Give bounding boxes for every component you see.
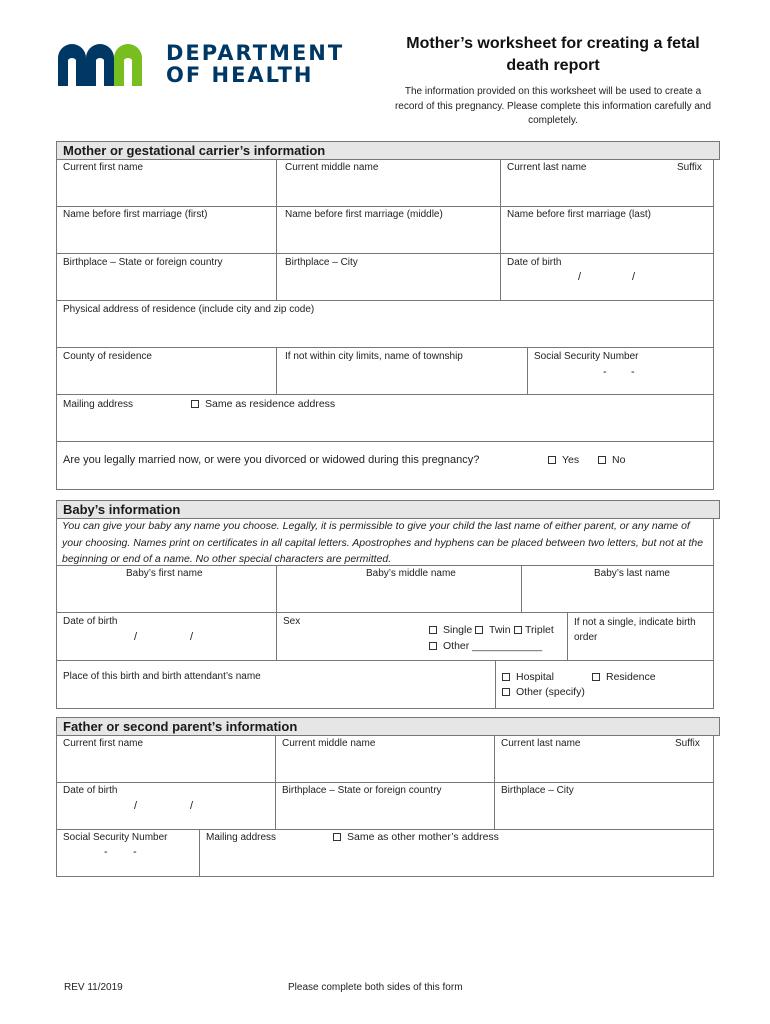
- twin-checkbox[interactable]: [475, 626, 483, 634]
- maiden-first-label: Name before first marriage (first): [63, 209, 208, 220]
- mother-last-name-label: Current last name: [507, 162, 587, 173]
- single-option[interactable]: [429, 624, 472, 636]
- date-separator: /: [134, 631, 138, 643]
- twin-option[interactable]: [475, 624, 511, 636]
- triplet-label: Triplet: [525, 624, 554, 636]
- other-multiple-label: Other ____________: [443, 640, 543, 652]
- birth-order-label: If not a single, indicate birth order: [574, 617, 696, 643]
- father-first-name-label: Current first name: [63, 738, 144, 749]
- father-mailing-label: Mailing address: [206, 832, 277, 843]
- revision-label: REV 11/2019: [64, 982, 123, 993]
- mother-birthplace-state-label: Birthplace – State or foreign country: [63, 257, 223, 268]
- same-as-residence-checkbox[interactable]: [191, 400, 199, 408]
- triplet-checkbox[interactable]: [514, 626, 522, 634]
- single-checkbox[interactable]: [429, 626, 437, 634]
- county-label: County of residence: [63, 351, 152, 362]
- logo-text: [166, 42, 344, 86]
- place-of-birth-row: [56, 660, 714, 709]
- hospital-checkbox[interactable]: [502, 673, 510, 681]
- father-suffix-label: Suffix: [675, 738, 700, 749]
- same-as-mother-label: Same as other mother’s address: [347, 831, 499, 843]
- baby-middle-name-label: Baby’s middle name: [366, 568, 456, 579]
- father-ssn-label: Social Security Number: [63, 832, 168, 843]
- father-name-row: [56, 735, 714, 783]
- married-no-checkbox[interactable]: [598, 456, 606, 464]
- married-question-label: Are you legally married now, or were you divorced or widowed during this pregnancy?: [63, 454, 480, 466]
- other-place-label: Other (specify): [516, 686, 585, 698]
- mother-middle-name-label: Current middle name: [285, 162, 379, 173]
- mother-ssn-label: Social Security Number: [534, 351, 639, 362]
- mother-suffix-label: Suffix: [677, 162, 702, 173]
- hospital-label: Hospital: [516, 671, 554, 683]
- same-as-mother-checkbox[interactable]: [333, 833, 341, 841]
- father-section-heading: Father or second parent’s information: [56, 717, 720, 736]
- father-last-name-label: Current last name: [501, 738, 581, 749]
- other-multiple-checkbox[interactable]: [429, 642, 437, 650]
- residence-checkbox[interactable]: [592, 673, 600, 681]
- married-no-option[interactable]: [598, 454, 625, 466]
- mn-logo-icon: [56, 40, 164, 90]
- mother-first-name-label: Current first name: [63, 162, 144, 173]
- hospital-option[interactable]: [502, 671, 554, 683]
- other-place-option[interactable]: [502, 686, 585, 698]
- maiden-last-label: Name before first marriage (last): [507, 209, 651, 220]
- father-dob-label: Date of birth: [63, 785, 118, 796]
- mother-name-row: [56, 159, 714, 207]
- same-as-mother-option[interactable]: [333, 831, 499, 843]
- triplet-option[interactable]: [514, 624, 554, 636]
- date-separator: /: [578, 271, 582, 283]
- father-birthplace-state-label: Birthplace – State or foreign country: [282, 785, 442, 796]
- ssn-separator: -: [133, 846, 137, 858]
- baby-sex-label: Sex: [283, 616, 301, 627]
- married-no-label: No: [612, 454, 626, 466]
- baby-first-name-label: Baby’s first name: [126, 568, 203, 579]
- date-separator: /: [134, 800, 138, 812]
- mother-mailing-row: [56, 394, 714, 442]
- intro-text: The information provided on this worksheet will be used to create a record of this pregnancy. Please complete this information carefully and completely.: [394, 86, 712, 126]
- mother-address-label: Physical address of residence (include city and zip code): [63, 304, 315, 315]
- twin-label: Twin: [489, 624, 511, 636]
- mdh-logo: [56, 40, 356, 90]
- married-yes-label: Yes: [562, 454, 580, 466]
- baby-dob-label: Date of birth: [63, 616, 118, 627]
- baby-section-heading: Baby’s information: [56, 500, 720, 519]
- footer-note: Please complete both sides of this form: [288, 982, 463, 993]
- ssn-separator: -: [104, 846, 108, 858]
- mother-dob-label: Date of birth: [507, 257, 562, 268]
- baby-last-name-label: Baby’s last name: [594, 568, 670, 579]
- married-yes-checkbox[interactable]: [548, 456, 556, 464]
- date-separator: /: [190, 800, 194, 812]
- date-separator: /: [190, 631, 194, 643]
- single-label: Single: [443, 624, 473, 636]
- other-multiple-option[interactable]: [429, 640, 542, 652]
- mother-mailing-label: Mailing address: [63, 399, 134, 410]
- mother-section-heading: Mother or gestational carrier’s information: [56, 141, 720, 160]
- father-birthplace-city-label: Birthplace – City: [501, 785, 574, 796]
- logo-line-1: DEPARTMENT: [166, 41, 345, 65]
- same-as-residence-label: Same as residence address: [205, 398, 336, 410]
- mother-birthplace-city-label: Birthplace – City: [285, 257, 358, 268]
- baby-name-note: You can give your baby any name you choose. Legally, it is permissible to give your child the last name of either parent, or any name of your choosing. Names print on certificates in all capital letters. Apostrophes and hyphens can be placed between two letters, but not at the beginning or end of a name. No other special characters are permitted.: [62, 520, 704, 565]
- married-yes-option[interactable]: [548, 454, 579, 466]
- other-place-checkbox[interactable]: [502, 688, 510, 696]
- page-title: Mother’s worksheet for creating a fetal death report: [406, 35, 700, 74]
- maiden-middle-label: Name before first marriage (middle): [285, 209, 443, 220]
- place-of-birth-label: Place of this birth and birth attendant’s name: [63, 671, 261, 682]
- ssn-separator: -: [631, 366, 635, 378]
- residence-option[interactable]: [592, 671, 656, 683]
- ssn-separator: -: [603, 366, 607, 378]
- residence-label: Residence: [606, 671, 656, 683]
- township-label: If not within city limits, name of township: [285, 351, 463, 362]
- father-middle-name-label: Current middle name: [282, 738, 376, 749]
- same-as-residence-option[interactable]: [191, 398, 335, 410]
- date-separator: /: [632, 271, 636, 283]
- logo-line-2: OF HEALTH: [166, 63, 314, 87]
